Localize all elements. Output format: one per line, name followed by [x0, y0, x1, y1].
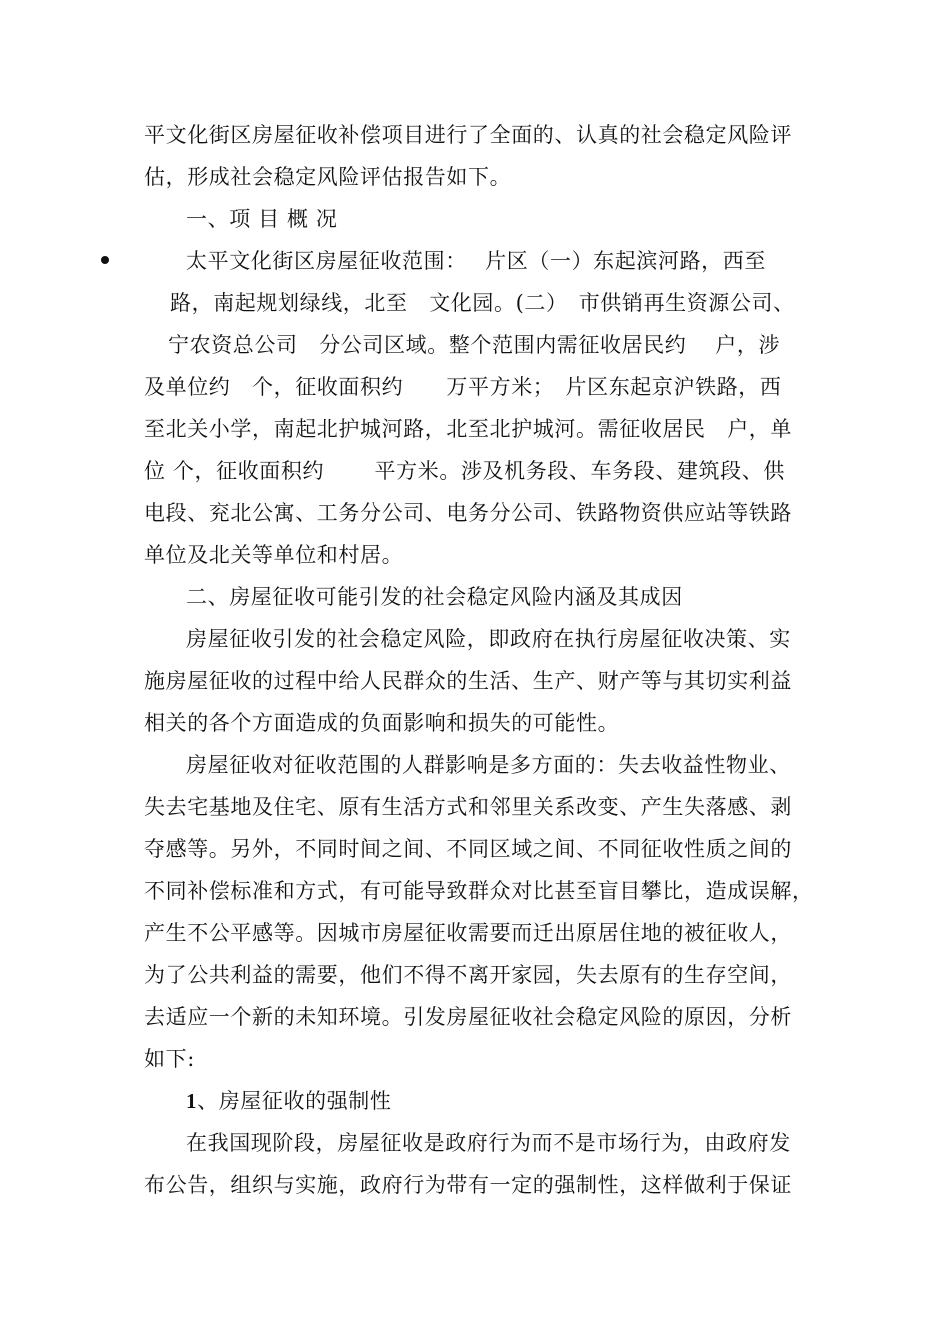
body-text-line: 不同补偿标准和方式，有可能导致群众对比甚至盲目攀比，造成误解，	[144, 879, 814, 903]
bullet-icon	[101, 256, 109, 264]
body-text-line: 路，南起规划绿线，北至 文化园。(二） 市供销再生资源公司、	[170, 291, 795, 315]
body-text-line: 施房屋征收的过程中给人民群众的生活、生产、财产等与其切实利益	[144, 669, 792, 693]
body-text-line: 在我国现阶段，房屋征收是政府行为而不是市场行为，由政府发	[186, 1131, 791, 1155]
body-text-line: 单位及北关等单位和村居。	[144, 543, 404, 567]
subsection-title: 、房屋征收的强制性	[197, 1089, 392, 1113]
body-text-line: 至北关小学，南起北护城河路，北至北护城河。需征收居民 户，单	[144, 417, 792, 441]
body-text-line: 估，形成社会稳定风险评估报告如下。	[144, 165, 512, 189]
body-text-line: 太平文化街区房屋征收范围： 片区（一）东起滨河路，西至	[186, 249, 766, 273]
body-text-line: 电段、兖北公寓、工务分公司、电务分公司、铁路物资供应站等铁路	[144, 501, 792, 525]
body-text-line: 如下:	[144, 1047, 195, 1071]
body-text-line: 房屋征收引发的社会稳定风险，即政府在执行房屋征收决策、实	[186, 627, 791, 651]
section-heading-risk: 二、房屋征收可能引发的社会稳定风险内涵及其成因	[186, 585, 683, 609]
subsection-number: 1	[186, 1089, 198, 1113]
body-text-line: 夺感等。另外，不同时间之间、不同区域之间、不同征收性质之间的	[144, 837, 792, 861]
body-text-line: 去适应一个新的未知环境。引发房屋征收社会稳定风险的原因，分析	[144, 1005, 792, 1029]
body-text-line: 房屋征收对征收范围的人群影响是多方面的：失去收益性物业、	[186, 753, 791, 777]
body-text-line: 位 个，征收面积约 平方米。涉及机务段、车务段、建筑段、供	[144, 459, 785, 483]
body-text-line: 相关的各个方面造成的负面影响和损失的可能性。	[144, 711, 620, 735]
subsection-heading-coercion	[186, 1085, 814, 1117]
section-heading-overview: 一、项 目 概 况	[186, 207, 338, 231]
body-text-line: 产生不公平感等。因城市房屋征收需要而迁出原居住地的被征收人，	[144, 921, 792, 945]
body-text-line: 布公告，组织与实施，政府行为带有一定的强制性，这样做利于保证	[144, 1173, 792, 1197]
body-text-line: 宁农资总公司 分公司区域。整个范围内需征收居民约 户，涉	[168, 333, 781, 357]
body-text-line: 为了公共利益的需要，他们不得不离开家园，失去原有的生存空间，	[144, 963, 792, 987]
body-text-line: 及单位约 个，征收面积约 万平方米； 片区东起京沪铁路，西	[144, 375, 782, 399]
body-text-line: 失去宅基地及住宅、原有生活方式和邻里关系改变、产生失落感、剥	[144, 795, 792, 819]
body-text-line: 平文化街区房屋征收补偿项目进行了全面的、认真的社会稳定风险评	[144, 123, 792, 147]
